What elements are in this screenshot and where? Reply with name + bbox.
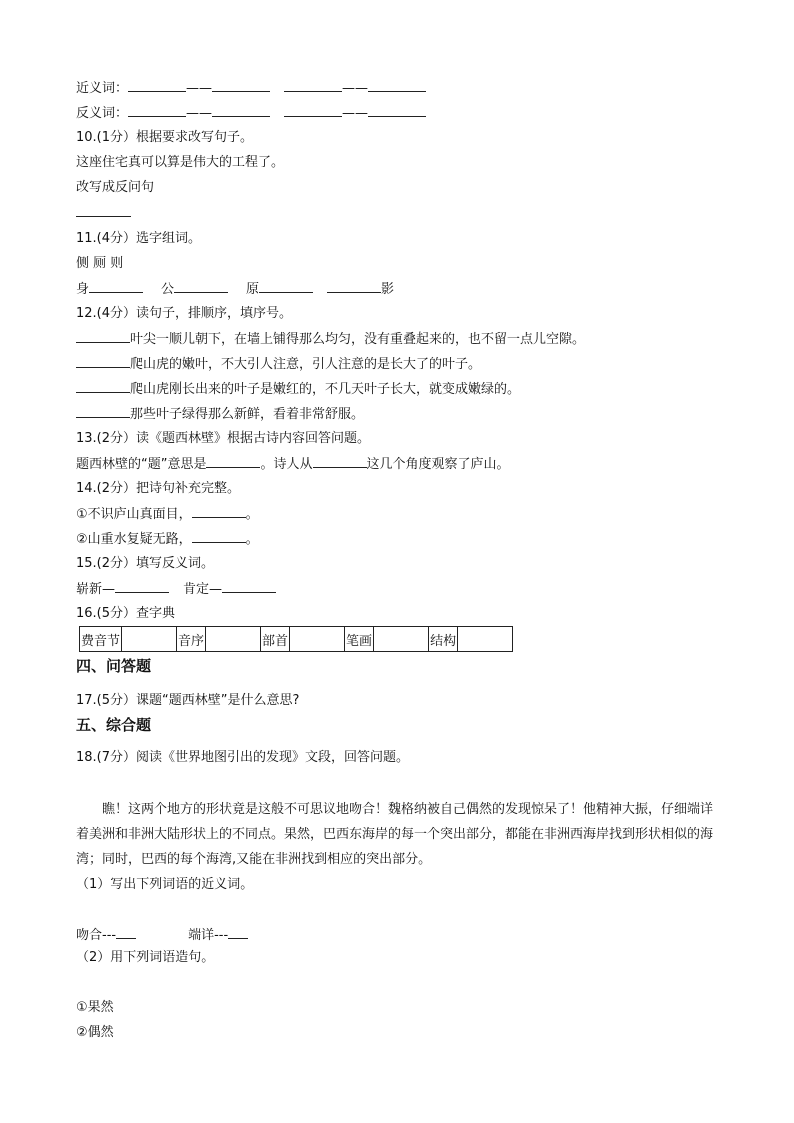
punct: 。 — [245, 507, 259, 522]
word: 端详--- — [188, 928, 229, 943]
blank[interactable] — [259, 280, 313, 293]
word: 崭新— — [76, 582, 116, 597]
q18-sub-question-1: （1）写出下列词语的近义词。 — [76, 877, 254, 892]
table-cell: 笔画 — [345, 627, 374, 652]
blank[interactable] — [368, 79, 426, 92]
blank[interactable] — [368, 104, 426, 117]
q13-body — [76, 455, 510, 474]
separator: —— — [186, 106, 213, 121]
q12-sentence-3 — [76, 380, 520, 399]
q13-text: 题西林壁的“题”意思是 — [76, 457, 207, 472]
table-cell: 结构 — [429, 627, 458, 652]
separator: —— — [342, 81, 369, 96]
q14-line-1 — [76, 505, 259, 524]
q10-heading: 10.(1分）根据要求改写句子。 — [76, 130, 254, 145]
q10-sentence: 这座住宅真可以算是伟大的工程了。 — [76, 155, 285, 170]
table-cell: 音序 — [177, 627, 206, 652]
blank[interactable] — [76, 204, 131, 217]
q17-heading: 17.(5分）课题“题西林壁”是什么意思? — [76, 693, 300, 708]
q10-answer-line — [76, 204, 131, 223]
word-prefix: 公 — [161, 282, 175, 297]
q18-sub-question-2: （2）用下列词语造句。 — [76, 950, 215, 965]
sentence-text: 爬山虎的嫩叶，不大引人注意，引人注意的是长大了的叶子。 — [130, 357, 482, 372]
blank[interactable] — [89, 280, 143, 293]
blank[interactable] — [192, 530, 246, 543]
blank[interactable] — [192, 505, 246, 518]
blank[interactable] — [212, 104, 270, 117]
separator: —— — [342, 106, 369, 121]
table-cell-blank[interactable] — [458, 627, 513, 652]
q18-synonym-row — [76, 926, 248, 945]
q12-heading: 12.(4分）读句子，排顺序，填序号。 — [76, 306, 293, 321]
punct: 。 — [245, 532, 259, 547]
table-cell-blank[interactable] — [374, 627, 429, 652]
q11-words — [76, 280, 394, 299]
word: 肯定— — [183, 582, 223, 597]
table-cell-blank[interactable] — [206, 627, 261, 652]
blank[interactable] — [174, 280, 228, 293]
q13-text: 这几个角度观察了庐山。 — [366, 457, 510, 472]
q10-instruction: 改写成反问句 — [76, 180, 155, 195]
blank[interactable] — [327, 280, 381, 293]
word-suffix: 影 — [381, 282, 395, 297]
blank[interactable] — [284, 104, 342, 117]
table-cell-blank[interactable] — [290, 627, 345, 652]
antonyms-line — [76, 104, 426, 123]
blank[interactable] — [76, 355, 130, 368]
antonyms-label: 反义词： — [76, 106, 129, 121]
q12-sentence-2 — [76, 355, 481, 374]
blank[interactable] — [128, 79, 186, 92]
q18-heading: 18.(7分）阅读《世界地图引出的发现》文段，回答问题。 — [76, 750, 410, 765]
q18-sentence-item-1: ①果然 — [76, 1000, 114, 1015]
synonyms-label: 近义词： — [76, 81, 129, 96]
q11-heading: 11.(4分）选字组词。 — [76, 231, 202, 246]
blank[interactable] — [313, 455, 367, 468]
q15-heading: 15.(2分）填写反义词。 — [76, 556, 215, 571]
q16-heading: 16.(5分）查字典 — [76, 606, 176, 621]
blank[interactable] — [206, 455, 260, 468]
section-heading: 四、问答题 — [76, 657, 152, 675]
blank[interactable] — [115, 580, 169, 593]
blank[interactable] — [222, 580, 276, 593]
table-cell: 费音节 — [80, 627, 122, 652]
q18-sentence-item-2: ②偶然 — [76, 1025, 114, 1040]
q13-text: 。诗人从 — [260, 457, 313, 472]
table-cell: 部首 — [261, 627, 290, 652]
table-row — [80, 627, 513, 652]
blank[interactable] — [228, 926, 248, 939]
blank[interactable] — [76, 405, 130, 418]
sentence-text: 那些叶子绿得那么新鲜，看着非常舒服。 — [130, 407, 365, 422]
q18-passage: 瞧！这两个地方的形状竟是这般不可思议地吻合！魏格纳被自己偶然的发现惊呆了！他精神大振，仔细端详着美洲和非洲大陆形状上的不同点。果然，巴西东海岸的每一个突出部分，都能在非洲西海岸找到形状相似的海湾；同时，巴西的每个海湾,又能在非洲找到相应的突出部分。 — [76, 802, 714, 867]
q15-body — [76, 580, 276, 599]
word-prefix: 原 — [246, 282, 260, 297]
synonyms-line — [76, 79, 426, 98]
separator: —— — [186, 81, 213, 96]
q11-choices: 侧 厕 则 — [76, 256, 124, 271]
blank[interactable] — [212, 79, 270, 92]
blank[interactable] — [116, 926, 136, 939]
word-prefix: 身 — [76, 282, 90, 297]
q14-line-2 — [76, 530, 259, 549]
dictionary-table — [79, 626, 513, 652]
q12-sentence-4 — [76, 405, 364, 424]
blank[interactable] — [128, 104, 186, 117]
q13-heading: 13.(2分）读《题西林壁》根据古诗内容回答问题。 — [76, 431, 371, 446]
q14-heading: 14.(2分）把诗句补充完整。 — [76, 481, 241, 496]
poem-text: ①不识庐山真面目， — [76, 507, 192, 522]
q12-sentence-1 — [76, 330, 585, 349]
blank[interactable] — [76, 330, 130, 343]
word: 吻合--- — [76, 928, 117, 943]
poem-text: ②山重水复疑无路， — [76, 532, 192, 547]
blank[interactable] — [76, 380, 130, 393]
table-cell-blank[interactable] — [122, 627, 177, 652]
sentence-text: 爬山虎刚长出来的叶子是嫩红的，不几天叶子长大，就变成嫩绿的。 — [130, 382, 521, 397]
blank[interactable] — [284, 79, 342, 92]
section-heading: 五、综合题 — [76, 716, 152, 734]
sentence-text: 叶尖一顺儿朝下，在墙上铺得那么均匀，没有重叠起来的，也不留一点儿空隙。 — [130, 332, 586, 347]
